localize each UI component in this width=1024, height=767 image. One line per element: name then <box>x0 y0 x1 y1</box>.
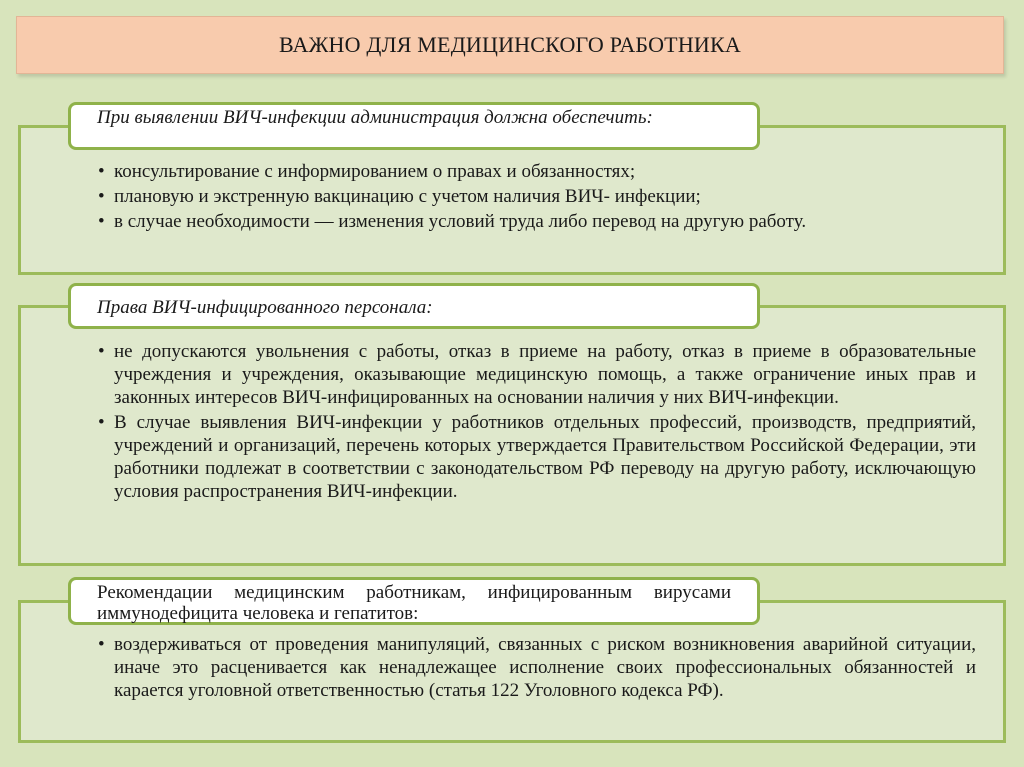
list-item-text: В случае выявления ВИЧ-инфекции у работников отдельных профессий, производств, предприятий, учреждений и организаций, перечень которых утверждается Правительством Российской Федерации, эти работники подлежат в соответствии с законодательством РФ переводу на другую работу, исключающую условия распространения ВИЧ-инфекции. <box>114 412 976 502</box>
list-item-text: не допускаются увольнения с работы, отказ в приеме на работу, отказ в приеме в образовательные учреждения и учреждения, оказывающие медицинскую помощь, а также ограничение иных прав и законных интересов ВИЧ-инфицированных на основании наличия у них ВИЧ-инфекции. <box>114 341 976 408</box>
list-item <box>98 160 976 183</box>
section-header-text: При выявлении ВИЧ-инфекции администрация должна обеспечить: <box>97 107 653 128</box>
bullet: • <box>98 341 105 362</box>
section-header-hiv-staff-rights <box>68 283 760 329</box>
list-item-text: плановую и экстренную вакцинацию с учетом наличия ВИЧ- инфекции; <box>114 186 701 207</box>
list-item <box>98 340 976 409</box>
list-item-text: консультирование с информированием о правах и обязанностях; <box>114 161 636 182</box>
bullet: • <box>98 211 105 232</box>
section-header-text: Рекомендации медицинским работникам, инфицированным вирусами иммунодефицита человека и гепатитов: <box>97 582 731 624</box>
list-item-text: воздерживаться от проведения манипуляций, связанных с риском возникновения аварийной ситуации, иначе это расценивается как ненадлежащее исполнение своих профессиональных обязанностей и карается уголовной ответственностью (статья 122 Уголовного кодекса РФ). <box>114 634 976 701</box>
list-item-text: в случае необходимости — изменения условий труда либо перевод на другую работу. <box>114 211 807 232</box>
list-item <box>98 411 976 503</box>
bullet: • <box>98 161 105 182</box>
section-header-text: Права ВИЧ-инфицированного персонала: <box>97 297 433 318</box>
section-header-admin-obligations <box>68 102 760 150</box>
list-item <box>98 185 976 208</box>
slide-title <box>16 16 1004 74</box>
slide-title-text: ВАЖНО ДЛЯ МЕДИЦИНСКОГО РАБОТНИКА <box>279 32 741 57</box>
list-item <box>98 633 976 702</box>
section-list-recommendations <box>98 633 976 702</box>
bullet: • <box>98 634 105 655</box>
section-header-recommendations <box>68 577 760 625</box>
section-list-hiv-staff-rights <box>98 340 976 503</box>
list-item <box>98 210 976 233</box>
section-list-admin-obligations <box>98 160 976 233</box>
bullet: • <box>98 186 105 207</box>
bullet: • <box>98 412 105 433</box>
